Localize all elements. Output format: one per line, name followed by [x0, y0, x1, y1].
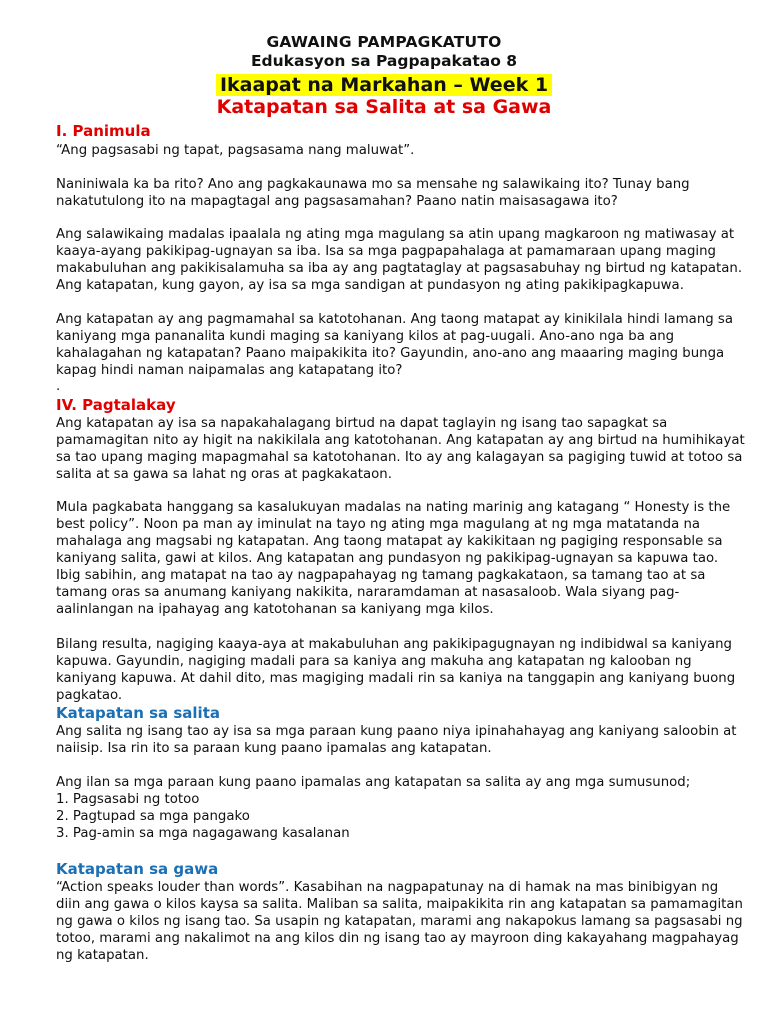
section-heading-panimula: I. Panimula [56, 122, 151, 140]
document-title: GAWAING PAMPAGKATUTO [266, 33, 502, 51]
panimula-paragraph-3: Ang katapatan ay ang pagmamahal sa katotohanan. Ang taong matapat ay kinikilala hindi lamang sa kaniyang mga pananalita kundi maging sa kaniyang kilos at pag-uugali. Ano-ano nga ba ang kahalagahan ng katapatan? Paano maipakikita ito? Gayundin, ano-ano ang maaaring maging bunga kapag hindi naman naipamalas ang katapatang ito? [56, 312, 733, 378]
pagtalakay-paragraph-3: Bilang resulta, nagiging kaaya-aya at makabuluhan ang pakikipagugnayan ng indibidwal sa kaniyang kapuwa. Gayundin, nagiging madali para sa kaniya ang makuha ang katapatan ng kalooban ng kaniyang kapuwa. At dahil dito, mas magiging madali rin sa kaniya na tanggapin ang kaniyang buong pagkatao. [56, 637, 736, 703]
section-heading-pagtalakay: IV. Pagtalakay [56, 396, 176, 414]
document-subject: Edukasyon sa Pagpapakatao 8 [250, 52, 518, 70]
gawa-paragraph-1: “Action speaks louder than words”. Kasabihan na nagpapatunay na di hamak na mas binibigyan ng diin ang gawa o kilos kaysa sa salita. Maliban sa salita, maipakikita rin ang katapatan sa pamamagitan ng gawa o kilos ng isang tao. Sa usapin ng katapatan, marami ang nakapokus lamang sa pagsasabi ng totoo, marami ang nakalimot na ang kilos din ng isang tao ay mayroon ding kakayahang magpahayag ng katapatan. [56, 880, 743, 963]
section-heading-gawa: Katapatan sa gawa [56, 860, 219, 878]
panimula-dot: . [56, 379, 61, 394]
section-heading-salita: Katapatan sa salita [56, 704, 220, 722]
list-item: 1. Pagsasabi ng totoo [56, 792, 200, 807]
panimula-paragraph-1: Naniniwala ka ba rito? Ano ang pagkakaunawa mo sa mensahe ng salawikaing ito? Tunay bang nakatutulong ito na mapagtagal ang pagsasamahan? Paano natin maisasagawa ito? [56, 177, 690, 209]
panimula-paragraph-2: Ang salawikaing madalas ipaalala ng ating mga magulang sa atin upang magkaroon ng matiwasay at kaaya-ayang pakikipag-ugnayan sa iba. Isa sa mga pagpapahalaga at pamamaraan upang maging makabuluhan ang pakikisalamuha sa iba ay ang pagtataglay at pagsasabuhay ng birtud ng katapatan. Ang katapatan, kung gayon, ay isa sa mga sandigan at pundasyon ng ating pakikipagkapuwa. [56, 227, 743, 293]
panimula-quote: “Ang pagsasabi ng tapat, pagsasama nang maluwat”. [56, 143, 415, 158]
salita-paragraph-1: Ang salita ng isang tao ay isa sa mga paraan kung paano niya ipinahahayag ang kaniyang saloobin at naiisip. Isa rin ito sa paraan kung paano ipamalas ang katapatan. [56, 724, 737, 756]
salita-paragraph-2: Ang ilan sa mga paraan kung paano ipamalas ang katapatan sa salita ay ang mga sumusunod; [56, 775, 691, 790]
salita-list [56, 791, 746, 842]
pagtalakay-paragraph-1: Ang katapatan ay isa sa napakahalagang birtud na dapat taglayin ng isang tao sapagkat sa pamamagitan nito ay higit na nakikilala ang katotohanan. Ang katapatan ay ang birtud na humihikayat sa tao upang maging mapagmahal sa katotohanan. Ito ay ang kalagayan sa pagiging tuwid at totoo sa salita at sa gawa sa lahat ng oras at pagkakataon. [56, 416, 745, 482]
list-item: 3. Pag-amin sa mga nagagawang kasalanan [56, 826, 350, 841]
list-item: 2. Pagtupad sa mga pangako [56, 809, 250, 824]
quarter-label: Ikaapat na Markahan – Week 1 [216, 74, 552, 96]
topic-title: Katapatan sa Salita at sa Gawa [216, 96, 552, 118]
quarter-banner [0, 74, 768, 97]
pagtalakay-paragraph-2: Mula pagkabata hanggang sa kasalukuyan madalas na nating marinig ang katagang “ Honesty is the best policy”. Noon pa man ay iminulat na tayo ng ating mga magulang at ng mga matatanda na mahalaga ang magsabi ng katapatan. Ang taong matapat ay kakikitaan ng pagiging responsable sa kaniyang salita, gawi at kilos. Ang katapatan ang pundasyon ng pakikipag-ugnayan sa kapuwa tao. Ibig sabihin, ang matapat na tao ay nagpapahayag ng tamang pagkakataon, sa tamang tao at sa tamang oras sa anumang kaniyang nakikita, nararamdaman at nasasaloob. Wala siyang pag-aalinlangan na ipahayag ang katotohanan sa kaniyang mga kilos. [56, 500, 731, 617]
